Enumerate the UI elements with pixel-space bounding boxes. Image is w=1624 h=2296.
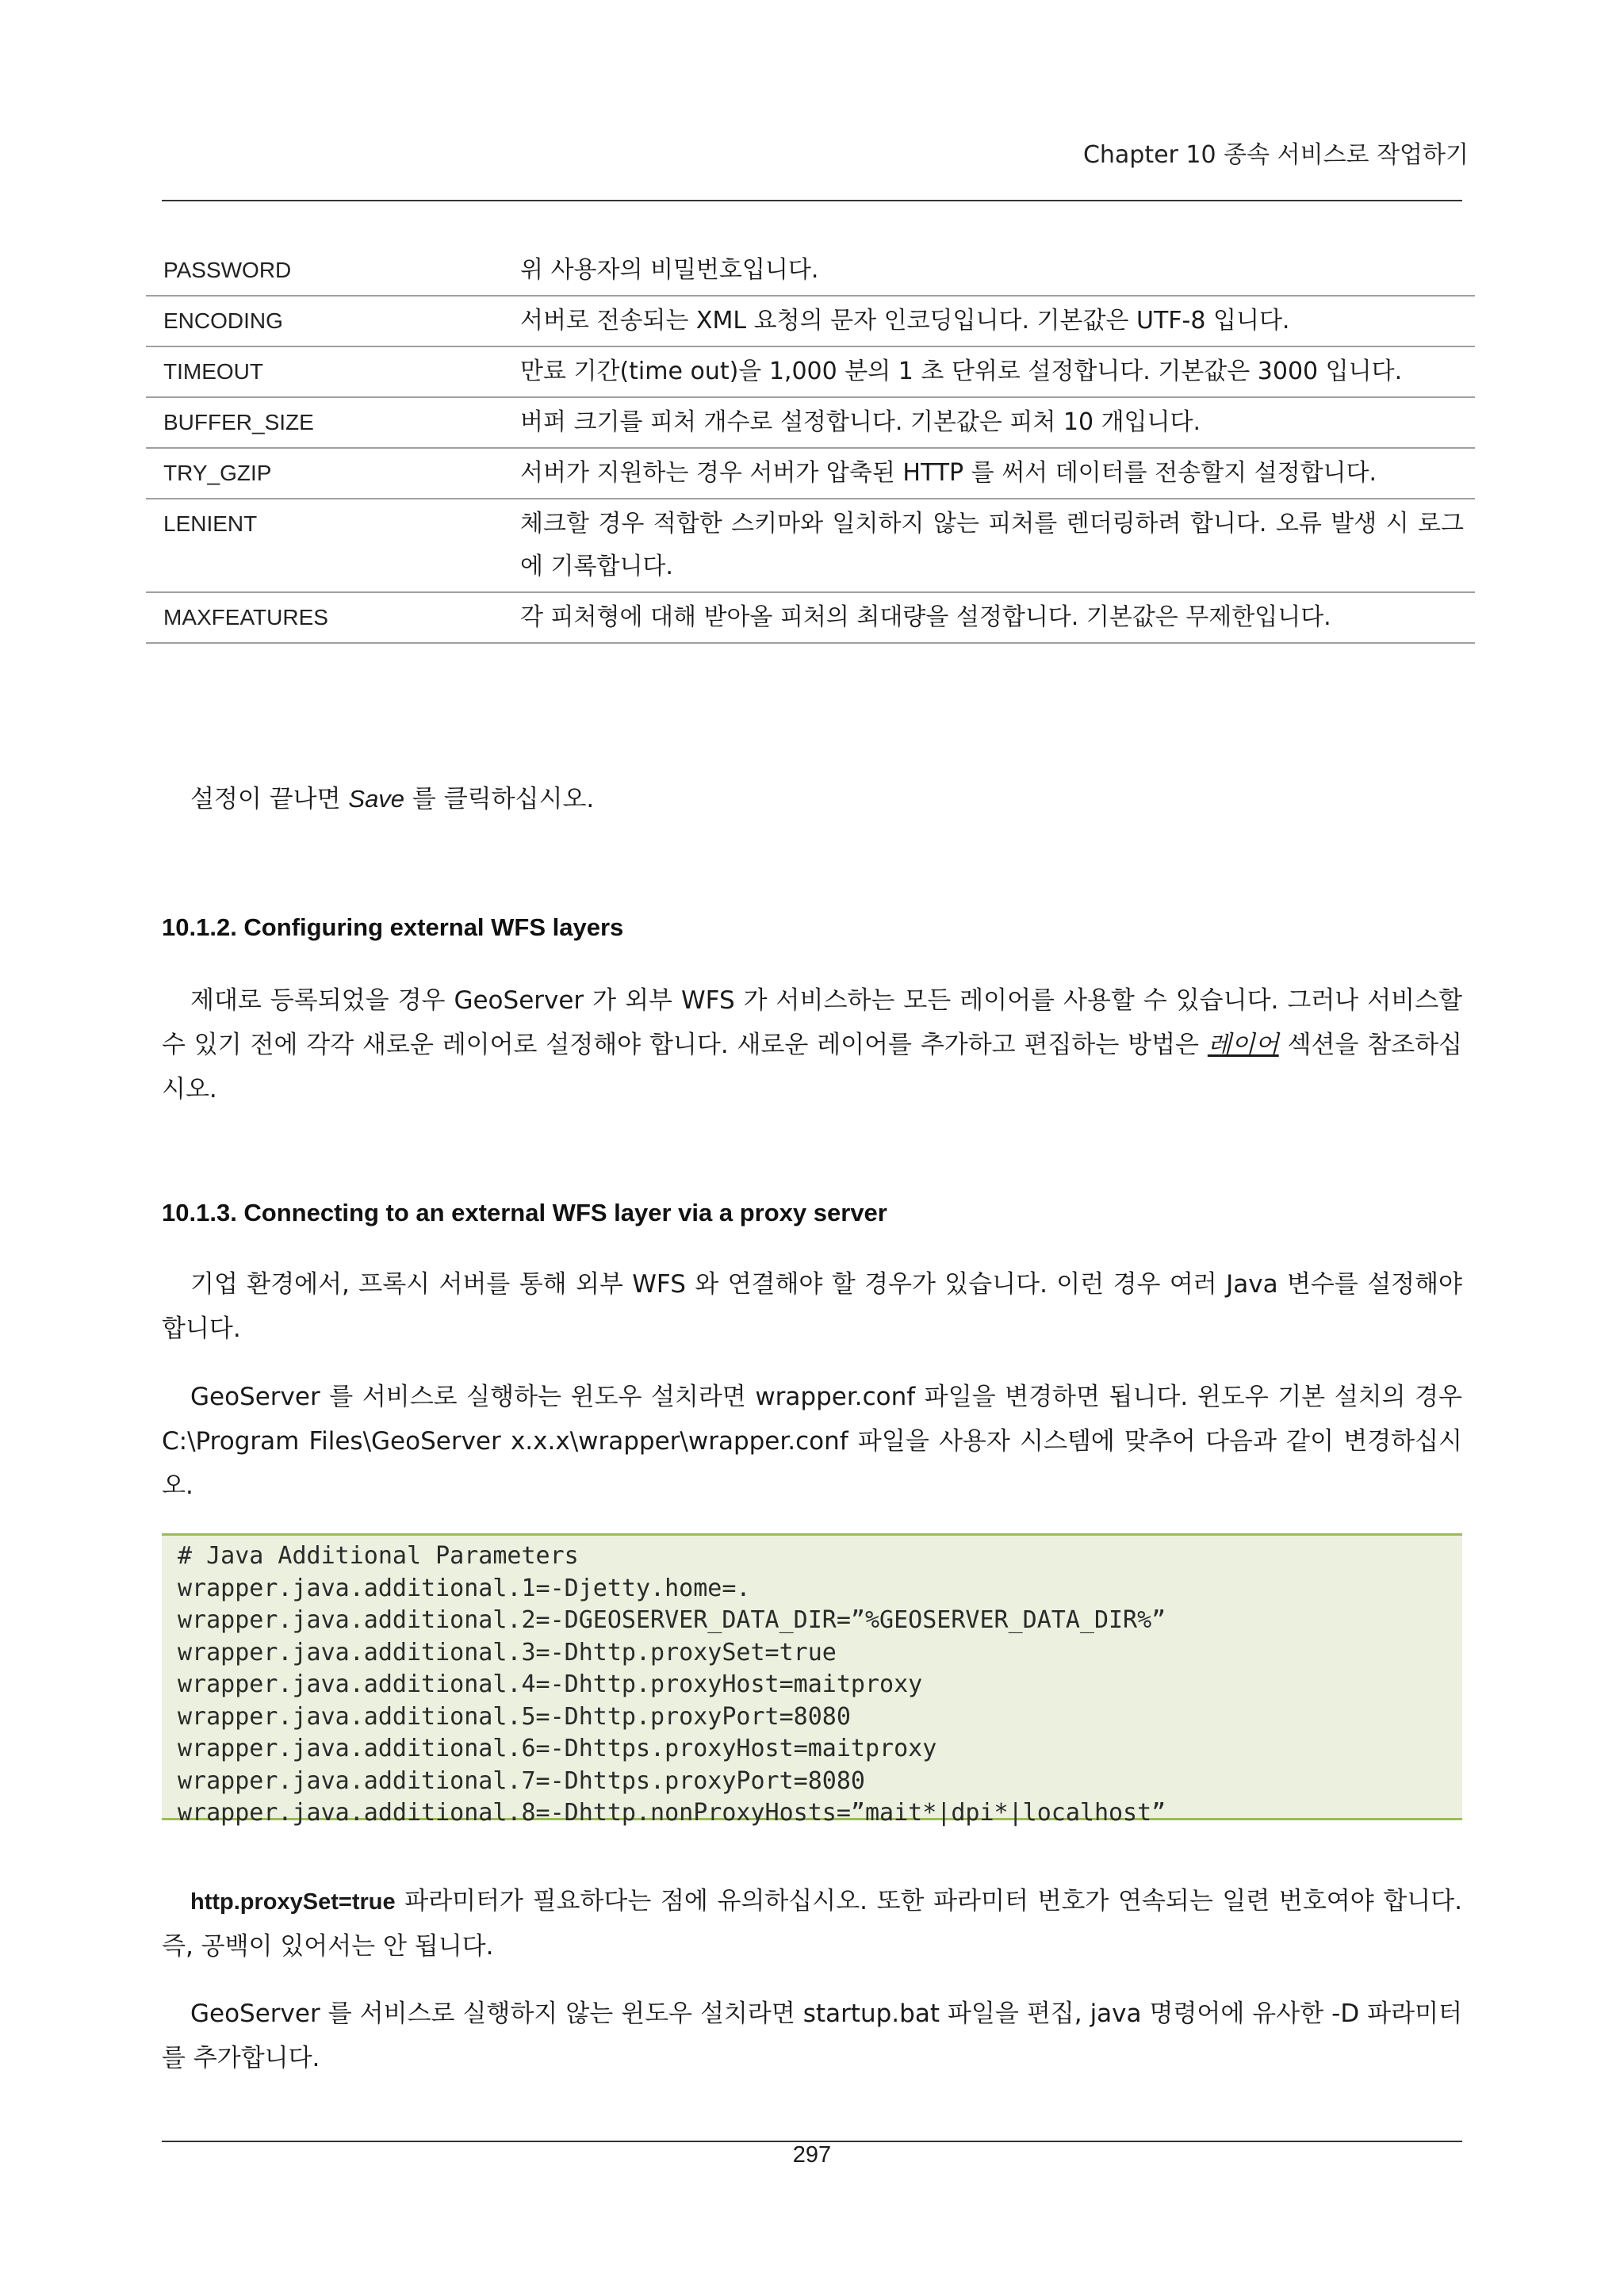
page-number: 297: [792, 2142, 832, 2168]
save-note-text-end: 를 클릭하십시오.: [404, 785, 595, 813]
save-note-text: 설정이 끝나면: [190, 785, 349, 813]
code-line: wrapper.java.additional.1=-Djetty.home=.: [178, 1574, 751, 1602]
code-line: wrapper.java.additional.5=-Dhttp.proxyPort=8080: [178, 1702, 851, 1731]
header-rule: [162, 200, 1462, 201]
code-block: [162, 1533, 1462, 1827]
table-row: [146, 246, 1475, 296]
proxy-intro-paragraph: 기업 환경에서, 프록시 서버를 통해 외부 WFS 와 연결해야 할 경우가 있습니다. 이런 경우 여러 Java 변수를 설정해야 합니다.: [162, 1270, 1462, 1343]
startup-bat-paragraph: GeoServer 를 서비스로 실행하지 않는 윈도우 설치라면 startup.bat 파일을 편집, java 명령어에 유사한 -D 파라미터를 추가합니다.: [162, 1999, 1462, 2072]
proxyset-term: http.proxySet=true: [190, 1889, 396, 1915]
table-row: [146, 397, 1475, 448]
param-name: LENIENT: [146, 499, 503, 592]
parameter-table: [146, 246, 1475, 644]
paragraph-text: 파라미터가 필요하다는 점에 유의하십시오. 또한 파라미터 번호가 연속되는 일련 번호여야 합니다. 즉, 공백이 있어서는 안 됩니다.: [162, 1887, 1462, 1961]
param-description: 위 사용자의 비밀번호입니다.: [503, 246, 1475, 296]
code-line: wrapper.java.additional.6=-Dhttps.proxyHost=maitproxy: [178, 1735, 937, 1762]
param-name: PASSWORD: [146, 246, 503, 296]
code-line: wrapper.java.additional.2=-DGEOSERVER_DATA_DIR=”%GEOSERVER_DATA_DIR%”: [178, 1606, 1166, 1634]
proxyset-note-paragraph: [162, 1879, 1462, 1969]
save-instruction: [162, 777, 1462, 821]
table-row: [146, 346, 1475, 397]
param-name: ENCODING: [146, 296, 503, 346]
running-header: Chapter 10 종속 서비스로 작업하기: [1082, 141, 1469, 169]
section-heading-10-1-2: 10.1.2. Configuring external WFS layers: [162, 913, 624, 941]
param-name: TRY_GZIP: [146, 448, 503, 499]
code-line: wrapper.java.additional.4=-Dhttp.proxyHost=maitproxy: [178, 1670, 923, 1698]
section-heading-10-1-3: 10.1.3. Connecting to an external WFS layer via a proxy server: [162, 1199, 887, 1226]
section-10-1-2-paragraph: [162, 978, 1462, 1112]
param-name: MAXFEATURES: [146, 592, 503, 643]
param-description: 서버로 전송되는 XML 요청의 문자 인코딩입니다. 기본값은 UTF-8 입니다.: [503, 296, 1475, 346]
param-description: 각 피처형에 대해 받아올 피처의 최대량을 설정합니다. 기본값은 무제한입니다.: [503, 592, 1475, 643]
param-description: 버퍼 크기를 피처 개수로 설정합니다. 기본값은 피처 10 개입니다.: [503, 397, 1475, 448]
param-name: BUFFER_SIZE: [146, 397, 503, 448]
code-line: wrapper.java.additional.7=-Dhttps.proxyPort=8080: [178, 1766, 865, 1795]
table-row: [146, 592, 1475, 643]
save-term: Save: [348, 785, 405, 813]
paragraph-text-end: 섹션을 참조하십시오.: [162, 1031, 1462, 1104]
code-line: wrapper.java.additional.8=-Dhttp.nonProxyHosts=”mait*|dpi*|localhost”: [178, 1799, 1166, 1827]
param-description: 체크할 경우 적합한 스키마와 일치하지 않는 피처를 렌더링하려 합니다. 오류 발생 시 로그에 기록합니다.: [503, 499, 1475, 592]
table-row: [146, 499, 1475, 592]
layers-link[interactable]: 레이어: [1207, 1031, 1279, 1059]
param-name: TIMEOUT: [146, 346, 503, 397]
param-description: 서버가 지원하는 경우 서버가 압축된 HTTP 를 써서 데이터를 전송할지 설정합니다.: [503, 448, 1475, 499]
table-row: [146, 296, 1475, 346]
code-line: wrapper.java.additional.3=-Dhttp.proxySet=true: [178, 1638, 837, 1667]
paragraph-text: 제대로 등록되었을 경우 GeoServer 가 외부 WFS 가 서비스하는 모든 레이어를 사용할 수 있습니다. 그러나 서비스할 수 있기 전에 각각 새로운 레이어로 설정해야 합니다. 새로운 레이어를 추가하고 편집하는 방법은: [162, 986, 1462, 1059]
wrapper-conf-paragraph: GeoServer 를 서비스로 실행하는 윈도우 설치라면 wrapper.conf 파일을 변경하면 됩니다. 윈도우 기본 설치의 경우 C:\Program Files\GeoServer x.x.x\wrapper\wrapper.conf 파일을 사용자 시스템에 맞추어 다음과 같이 변경하십시오.: [162, 1383, 1462, 1500]
code-line: # Java Additional Parameters: [178, 1542, 579, 1570]
table-row: [146, 448, 1475, 499]
param-description: 만료 기간(time out)을 1,000 분의 1 초 단위로 설정합니다. 기본값은 3000 입니다.: [503, 346, 1475, 397]
